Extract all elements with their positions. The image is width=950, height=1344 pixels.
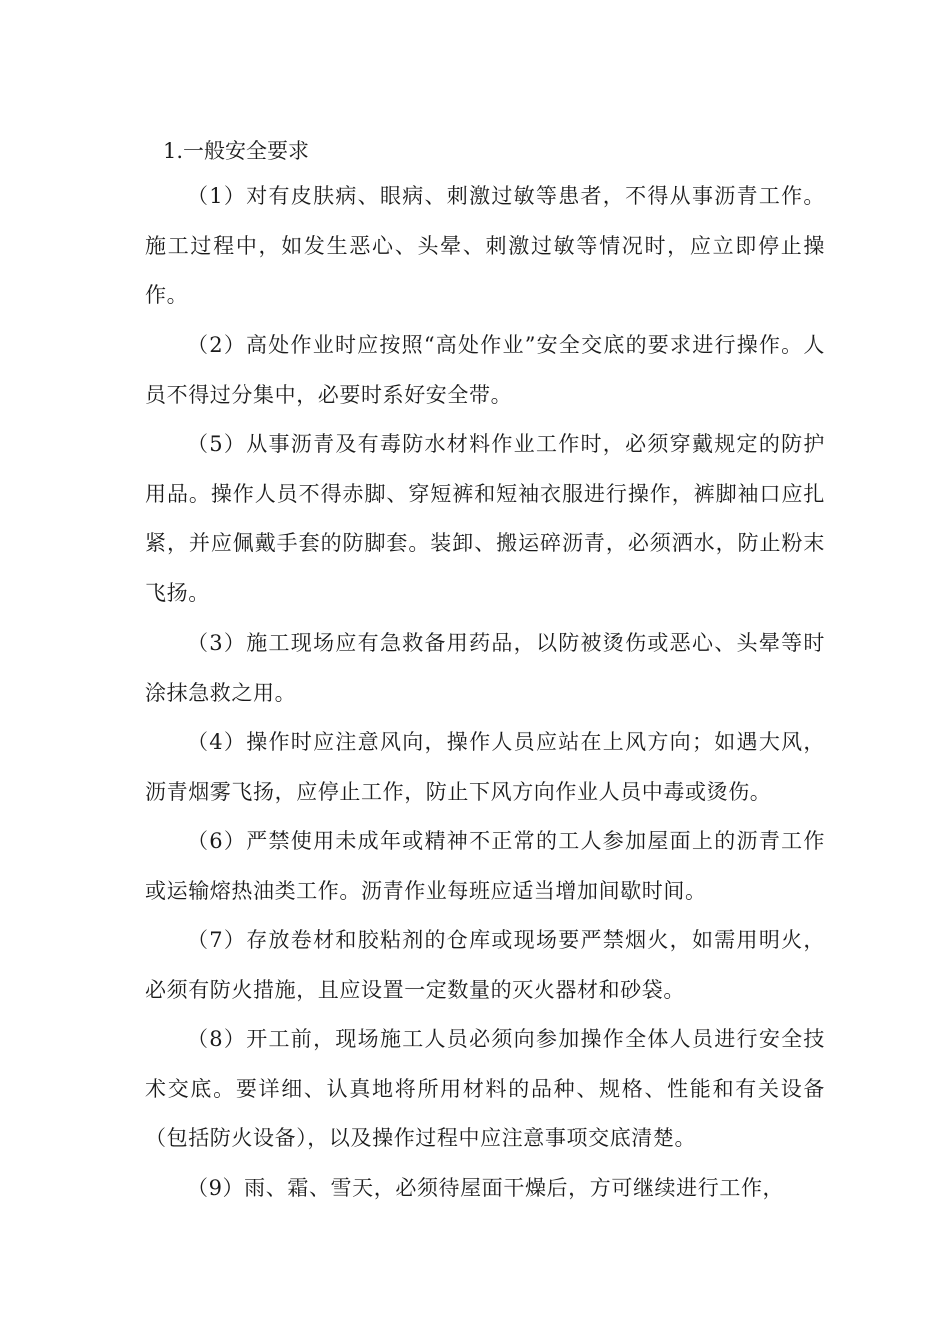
paragraph-item-4: （4）操作时应注意风向，操作人员应站在上风方向；如遇大风，沥青烟雾飞扬，应停止工作，防止下风方向作业人员中毒或烫伤。 xyxy=(145,730,825,804)
paragraph-item-1: （1）对有皮肤病、眼病、刺激过敏等患者，不得从事沥青工作。施工过程中，如发生恶心、头晕、刺激过敏等情况时，应立即停止操作。 xyxy=(145,184,825,307)
paragraph-item-9: （9）雨、霜、雪天，必须待屋面干燥后，方可继续进行工作， xyxy=(187,1176,785,1200)
section-heading: 1.一般安全要求 xyxy=(163,139,310,163)
paragraph-item-3: （3）施工现场应有急救备用药品，以防被烫伤或恶心、头晕等时涂抹急救之用。 xyxy=(145,631,825,705)
paragraph-item-6: （6）严禁使用未成年或精神不正常的工人参加屋面上的沥青工作或运输熔热油类工作。沥青作业每班应适当增加间歇时间。 xyxy=(145,829,825,903)
paragraph-item-5: （5）从事沥青及有毒防水材料作业工作时，必须穿戴规定的防护用品。操作人员不得赤脚、穿短裤和短袖衣服进行操作，裤脚袖口应扎紧，并应佩戴手套的防脚套。装卸、搬运碎沥青，必须洒水，防止粉末飞扬。 xyxy=(145,432,825,605)
paragraph-item-2: （2）高处作业时应按照“高处作业”安全交底的要求进行操作。人员不得过分集中，必要时系好安全带。 xyxy=(145,333,825,407)
paragraph-item-8: （8）开工前，现场施工人员必须向参加操作全体人员进行安全技术交底。要详细、认真地将所用材料的品种、规格、性能和有关设备（包括防火设备），以及操作过程中应注意事项交底清楚。 xyxy=(145,1027,825,1150)
paragraph-item-7: （7）存放卷材和胶粘剂的仓库或现场要严禁烟火，如需用明火，必须有防火措施，且应设置一定数量的灭火器材和砂袋。 xyxy=(145,928,825,1002)
